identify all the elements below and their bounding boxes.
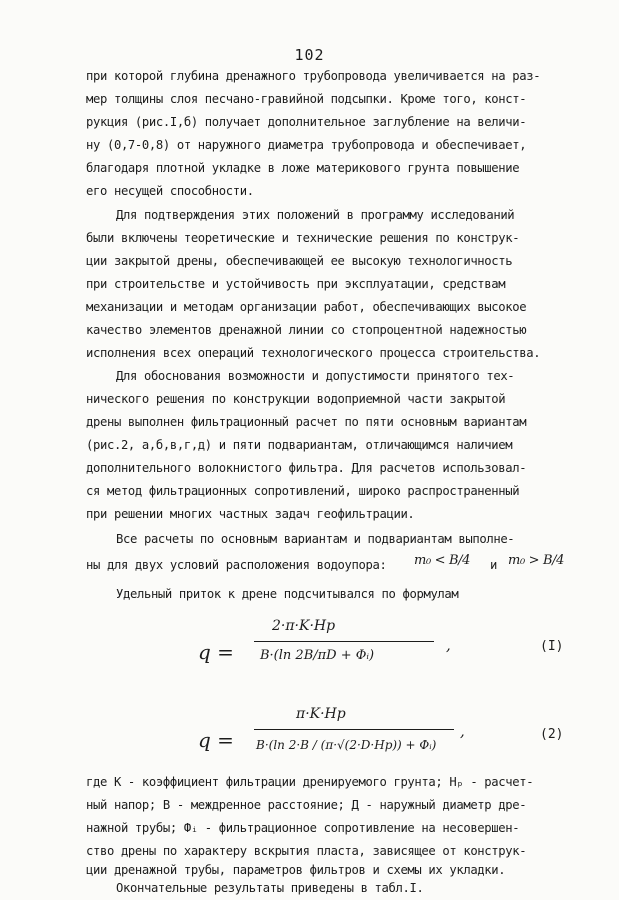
text-line: при решении многих частных задач геофильтрации.: [86, 507, 415, 521]
text-line: ный напор; В - междренное расстояние; Д - наружный диаметр дре-: [86, 798, 527, 812]
text-line: ции закрытой дрены, обеспечивающей ее высокую технологичность: [86, 254, 513, 268]
formula-2-lhs: q =: [198, 728, 234, 752]
text-line: ство дрены по характеру вскрытия пласта, зависящее от конструк-: [86, 844, 527, 858]
text-line: нического решения по конструкции водоприемной части закрытой: [86, 392, 506, 406]
text-line: при строительстве и устойчивость при эксплуатации, средствам: [86, 277, 506, 291]
text-line: нажной трубы; Фᵢ - фильтрационное сопротивление на несовершен-: [86, 821, 520, 835]
text-line: качество элементов дренажной линии со стопроцентной надежностью: [86, 323, 527, 337]
text-line: рукция (рис.I,б) получает дополнительное заглубление на величи-: [86, 115, 527, 129]
text-line: где К - коэффициент фильтрации дренируемого грунта; Hₚ - расчет-: [86, 775, 534, 789]
formula-1-denominator: B·(ln 2B/πD + Φᵢ): [260, 648, 375, 663]
formula-2-comma: ,: [460, 722, 465, 740]
formula-1-lhs: q =: [198, 640, 234, 664]
text-line: дрены выполнен фильтрационный расчет по пяти основным вариантам: [86, 415, 527, 429]
formula-1-fraction-bar: [254, 641, 434, 642]
text-line: были включены теоретические и технические решения по конструк-: [86, 231, 520, 245]
text-line: мер толщины слоя песчано-гравийной подсыпки. Кроме того, конст-: [86, 92, 527, 106]
formula-2-numerator: π·K·Hp: [296, 706, 346, 722]
text-line: ции дренажной трубы, параметров фильтров и схемы их укладки.: [86, 863, 506, 877]
condition-less: m₀ < B/4: [414, 553, 471, 568]
final-sentence: Окончательные результаты приведены в табл.I.: [116, 881, 424, 895]
text-line: ся метод фильтрационных сопротивлений, широко распространенный: [86, 484, 520, 498]
formula-2-denominator: B·(ln 2·B / (π·√(2·D·Hp)) + Φᵢ): [256, 738, 437, 752]
condition-greater: m₀ > B/4: [508, 553, 565, 568]
text-line: (рис.2, а,б,в,г,д) и пяти подвариантам, отличающимся наличием: [86, 438, 513, 452]
text-line: благодаря плотной укладке в ложе материкового грунта повышение: [86, 161, 520, 175]
text-line: дополнительного волокнистого фильтра. Для расчетов использовал-: [86, 461, 527, 475]
formula-2-number: (2): [540, 727, 564, 742]
text-line: Для обоснования возможности и допустимости принятого тех-: [116, 369, 515, 383]
formula-1-comma: ,: [446, 636, 451, 654]
text-line: механизации и методам организации работ, обеспечивающих высокое: [86, 300, 527, 314]
text-line: ну (0,7-0,8) от наружного диаметра трубопровода и обеспечивает,: [86, 138, 527, 152]
text-line: при которой глубина дренажного трубопровода увеличивается на раз-: [86, 69, 541, 83]
text-line: исполнения всех операций технологического процесса строительства.: [86, 346, 541, 360]
text-line: ны для двух условий расположения водоупора:: [86, 558, 387, 572]
formula-2-fraction-bar: [254, 729, 454, 730]
formulas-intro: Удельный приток к дрене подсчитывался по формулам: [116, 587, 459, 601]
text-line: его несущей способности.: [86, 184, 254, 198]
text-line: Все расчеты по основным вариантам и подвариантам выполне-: [116, 532, 515, 546]
formula-1-number: (I): [540, 639, 564, 654]
text-line: Для подтверждения этих положений в программу исследований: [116, 208, 515, 222]
page-number: 102: [294, 46, 325, 64]
formula-1-numerator: 2·π·K·Hp: [272, 618, 336, 634]
conjunction: и: [490, 558, 497, 572]
